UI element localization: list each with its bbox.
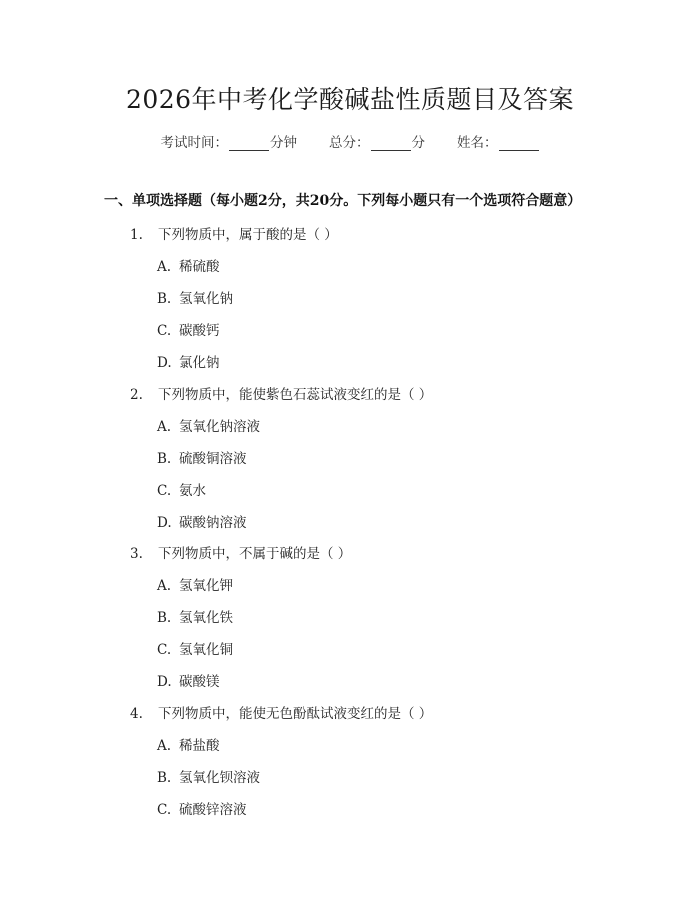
option-letter: A. — [157, 738, 172, 754]
exam-info-row — [0, 131, 700, 151]
option-letter: A. — [157, 578, 172, 594]
option-letter: C. — [157, 642, 172, 658]
option-text: 氢氧化钠 — [179, 291, 233, 307]
total-score-blank — [371, 136, 411, 151]
option-letter: B. — [157, 770, 172, 786]
student-name-blank — [499, 136, 539, 151]
option-text: 碳酸钠溶液 — [179, 515, 247, 531]
option-text: 硫酸锌溶液 — [179, 802, 247, 818]
question-4-option-a — [157, 734, 220, 754]
exam-time-field — [161, 131, 298, 151]
question-2-option-a — [157, 415, 260, 435]
exam-time-blank — [229, 136, 269, 151]
question-3-option-b — [157, 606, 233, 626]
option-letter: B. — [157, 451, 172, 467]
question-2-option-d — [157, 511, 247, 531]
option-text: 碳酸镁 — [179, 674, 220, 690]
option-letter: D. — [157, 515, 172, 531]
student-name-field — [457, 131, 540, 151]
option-letter: C. — [157, 323, 172, 339]
question-3-option-c — [157, 638, 233, 658]
question-number: 1. — [130, 227, 143, 243]
option-letter: C. — [157, 483, 172, 499]
question-text: 下列物质中，能使紫色石蕊试液变红的是（ ） — [158, 387, 433, 403]
question-text: 下列物质中，属于酸的是（ ） — [158, 227, 338, 243]
option-text: 氢氧化钾 — [179, 578, 233, 594]
question-text: 下列物质中，能使无色酚酞试液变红的是（ ） — [158, 706, 433, 722]
option-letter: B. — [157, 291, 172, 307]
question-number: 4. — [130, 706, 143, 722]
option-text: 稀盐酸 — [179, 738, 220, 754]
option-letter: B. — [157, 610, 172, 626]
option-text: 氢氧化铁 — [179, 610, 233, 626]
option-text: 氢氧化钡溶液 — [179, 770, 260, 786]
option-text: 氢氧化钠溶液 — [179, 419, 260, 435]
option-letter: A. — [157, 419, 172, 435]
question-4-option-b — [157, 766, 260, 786]
option-letter: D. — [157, 355, 172, 371]
question-1-option-d — [157, 351, 220, 371]
section-title: 一、单项选择题（每小题2分，共20分。下列每小题只有一个选项符合题意） — [104, 193, 582, 209]
total-score-field — [329, 131, 425, 151]
question-1-option-c — [157, 319, 220, 339]
question-3-option-d — [157, 670, 220, 690]
total-score-label: 总分： — [329, 135, 370, 151]
document-title: 2026年中考化学酸碱盐性质题目及答案 — [125, 85, 575, 114]
question-4 — [130, 702, 432, 722]
option-text: 氯化钠 — [179, 355, 220, 371]
question-3 — [130, 542, 351, 562]
question-2-option-c — [157, 479, 206, 499]
student-name-label: 姓名： — [457, 135, 498, 151]
option-text: 碳酸钙 — [179, 323, 220, 339]
question-4-option-c — [157, 798, 247, 818]
total-score-unit: 分 — [411, 135, 425, 151]
question-2 — [130, 383, 432, 403]
question-2-option-b — [157, 447, 247, 467]
exam-time-unit: 分钟 — [270, 135, 297, 151]
option-letter: A. — [157, 259, 172, 275]
option-letter: D. — [157, 674, 172, 690]
option-text: 氨水 — [179, 483, 206, 499]
option-letter: C. — [157, 802, 172, 818]
question-3-option-a — [157, 574, 233, 594]
exam-time-label: 考试时间： — [160, 135, 228, 151]
option-text: 稀硫酸 — [179, 259, 220, 275]
question-1-option-a — [157, 255, 220, 275]
question-text: 下列物质中，不属于碱的是（ ） — [158, 546, 352, 562]
question-number: 3. — [130, 546, 143, 562]
option-text: 硫酸铜溶液 — [179, 451, 247, 467]
option-text: 氢氧化铜 — [179, 642, 233, 658]
question-number: 2. — [130, 387, 143, 403]
question-1-option-b — [157, 287, 233, 307]
question-1 — [130, 223, 338, 243]
